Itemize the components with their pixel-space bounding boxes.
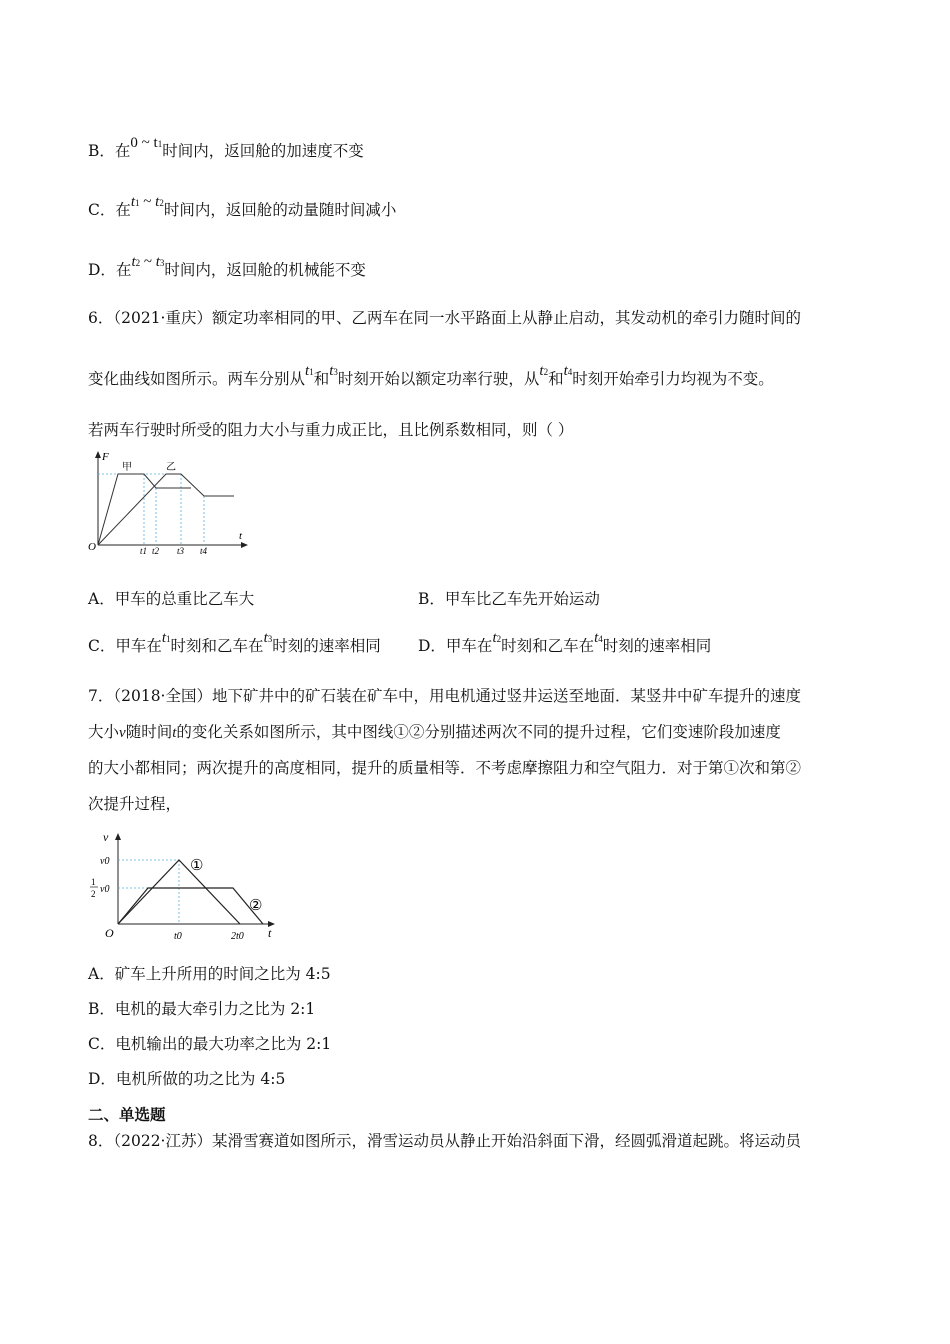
q7-origin-label: O [105, 926, 114, 940]
q6-stem-line3: 若两车行驶时所受的阻力大小与重力成正比，且比例系数相同，则（ ） [88, 421, 574, 439]
q6-force-time-graph [86, 450, 251, 555]
q7-half-den: 2 [91, 889, 96, 899]
q7-t0-label: t0 [174, 931, 182, 942]
q6-option-c: C．甲车在t1时刻和乙车在t3时刻的速率相同 [88, 630, 381, 655]
q7-y-label: v [103, 830, 109, 844]
q7-stem-line3: 的大小都相同；两次提升的高度相同，提升的质量相等．不考虑摩擦阻力和空气阻力．对于第①次和第② [88, 759, 802, 777]
q5-option-d: D．在t2 ~ t3时间内，返回舱的机械能不变 [88, 254, 366, 279]
q7-curve-2 [118, 888, 263, 924]
q7-curve-1-label: ① [190, 858, 204, 874]
q5-option-c: C．在t1 ~ t2时间内，返回舱的动量随时间减小 [88, 194, 397, 219]
q6-option-a: A．甲车的总重比乙车大 [88, 590, 255, 608]
q7-velocity-time-graph [86, 826, 281, 946]
q6-stem-line1: 6．（2021·重庆）额定功率相同的甲、乙两车在同一水平路面上从静止启动，其发动机的牵引力随时间的 [88, 309, 801, 327]
q7-stem-line2: 大小v随时间t的变化关系如图所示，其中图线①②分别描述两次不同的提升过程，它们变速阶段加速度 [88, 723, 781, 741]
q6-tick-t4: t4 [200, 546, 208, 555]
q7-option-a: A．矿车上升所用的时间之比为 4:5 [88, 965, 331, 983]
q6-x-arrow [241, 542, 248, 548]
q6-tick-t2: t2 [152, 546, 160, 555]
q6-curve-car-b [98, 474, 234, 545]
q6-car-a-label: 甲 [122, 462, 132, 473]
q7-option-d: D．电机所做的功之比为 4:5 [88, 1070, 286, 1088]
q5-option-b: B．在0 ~ t1时间内，返回舱的加速度不变 [88, 135, 364, 160]
q6-option-b: B．甲车比乙车先开始运动 [418, 590, 600, 608]
q6-option-d: D．甲车在t2时刻和乙车在t4时刻的速率相同 [418, 630, 712, 655]
q6-x-label: t [239, 530, 243, 542]
q8-stem-line1: 8．（2022·江苏）某滑雪赛道如图所示，滑雪运动员从静止开始沿斜面下滑，经圆弧滑道起跳。将运动员 [88, 1132, 801, 1150]
q7-half-num: 1 [91, 877, 96, 887]
q7-option-c: C．电机输出的最大功率之比为 2:1 [88, 1035, 332, 1053]
q7-stem-line4: 次提升过程， [88, 795, 182, 813]
q6-curve-car-a [98, 474, 191, 545]
q7-option-b: B．电机的最大牵引力之比为 2:1 [88, 1000, 316, 1018]
q6-car-b-label: 乙 [166, 462, 176, 473]
section-heading-single-choice: 二、单选题 [88, 1105, 166, 1124]
q6-y-arrow [95, 451, 101, 458]
q6-tick-t1: t1 [140, 546, 148, 555]
q7-curve-2-label: ② [249, 898, 263, 914]
q6-origin-label: O [88, 541, 96, 553]
q7-x-label: t [268, 926, 272, 940]
q7-v0-label: v0 [100, 856, 110, 867]
q6-y-label: F [102, 451, 109, 463]
q6-stem-line2: 变化曲线如图所示。两车分别从t1和t3时刻开始以额定功率行驶，从t2和t4时刻开始牵引力均视为不变。 [88, 363, 774, 388]
q7-half-v0-label: v0 [100, 884, 110, 895]
q7-2t0-label: 2t0 [231, 931, 244, 942]
q6-tick-t3: t3 [177, 546, 185, 555]
q7-stem-line1: 7．（2018·全国）地下矿井中的矿石装在矿车中，用电机通过竖井运送至地面．某竖井中矿车提升的速度 [88, 687, 801, 705]
q7-y-arrow [115, 833, 121, 840]
